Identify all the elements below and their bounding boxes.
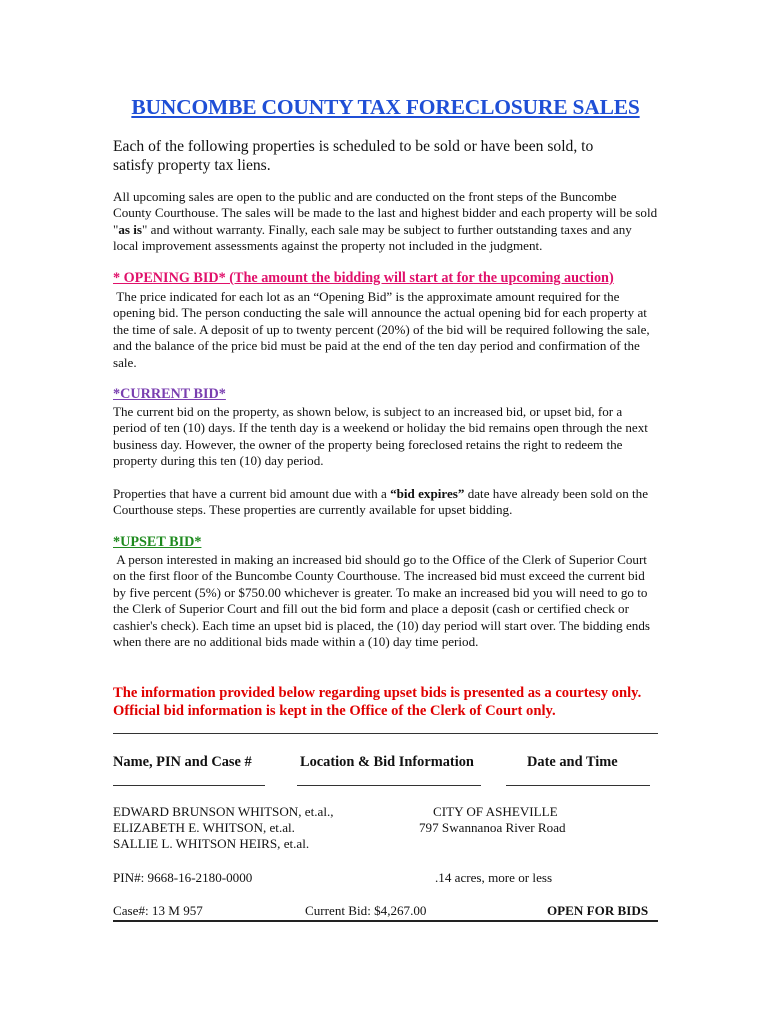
- current-bid-paragraph: The current bid on the property, as shown below, is subject to an increased bid, or upset bid, for a period of ten (10) days. If the tenth day is a weekend or holiday the bid remains open through the next business day. However, the owner of the property being foreclosed retains the right to redeem the property during this ten (10) day period.: [113, 404, 648, 469]
- opening-bid-heading: * OPENING BID* (The amount the bidding will start at for the upcoming auction): [113, 270, 614, 286]
- bid-expires-text-lead: Properties that have a current bid amount due with a: [113, 486, 391, 501]
- owner-line: SALLIE L. WHITSON HEIRS, et.al.: [113, 836, 310, 851]
- column-underline-location: [297, 785, 481, 786]
- property-current-bid: Current Bid: $4,267.00: [305, 903, 427, 918]
- property-pin: PIN#: 9668-16-2180-0000: [113, 870, 253, 885]
- column-header-date: Date and Time: [527, 754, 618, 770]
- property-address: 797 Swannanoa River Road: [419, 820, 566, 835]
- divider-line: [113, 733, 658, 734]
- bid-expires-text-tail: date have already been sold on the Courthouse steps. These properties are currently available for upset bidding.: [113, 486, 649, 518]
- property-city: CITY OF ASHEVILLE: [433, 804, 558, 819]
- property-case: Case#: 13 M 957: [113, 903, 203, 918]
- opening-bid-paragraph: The price indicated for each lot as an “Opening Bid” is the approximate amount required for the opening bid. The person conducting the sale will announce the actual opening bid for each property at the time of sale. A deposit of up to twenty percent (20%) of the bid will be required following the sale, and the balance of the price bid must be paid at the end of the ten day period and confirmation of the sale.: [113, 289, 653, 370]
- property-acreage: .14 acres, more or less: [435, 870, 553, 885]
- column-underline-name: [113, 785, 265, 786]
- bottom-rule: [113, 920, 658, 922]
- owner-line: EDWARD BRUNSON WHITSON, et.al.,: [113, 804, 334, 819]
- upset-bid-paragraph: A person interested in making an increased bid should go to the Office of the Clerk of Superior Court on the first floor of the Buncombe County Courthouse. The increased bid must exceed the current bid by five percent (5%) or $750.00 whichever is greater. To make an increased bid you will need to go to the Clerk of Superior Court and fill out the bid form and place a deposit (cash or certified check or cashier's check). Each time an upset bid is placed, the (10) day period will start over. The bidding ends when there are no additional bids made within a (10) day time period.: [113, 552, 654, 650]
- sales-paragraph: [113, 189, 658, 255]
- bid-status: OPEN FOR BIDS: [547, 903, 649, 918]
- bid-expires-paragraph: [113, 486, 658, 519]
- courtesy-notice: The information provided below regarding upset bids is presented as a courtesy only. Official bid information is kept in the Office of the Clerk of Court only.: [113, 685, 642, 719]
- column-header-location: Location & Bid Information: [300, 754, 474, 770]
- column-header-name: Name, PIN and Case #: [113, 754, 252, 770]
- upset-bid-heading: *UPSET BID*: [113, 534, 202, 550]
- column-underline-date: [506, 785, 650, 786]
- intro-paragraph: Each of the following properties is scheduled to be sold or have been sold, to satisfy property tax liens.: [113, 138, 594, 174]
- sales-text-lead: All upcoming sales are open to the public and are conducted on the front steps of the Buncombe County Courthouse. The sales will be made to the last and highest bidder and each property will be sold ": [113, 189, 658, 237]
- page-title: BUNCOMBE COUNTY TAX FORECLOSURE SALES: [131, 95, 640, 119]
- bid-expires-emphasis: “bid expires”: [390, 486, 465, 501]
- current-bid-heading: *CURRENT BID*: [113, 386, 226, 402]
- sales-text-tail: " and without warranty. Finally, each sale may be subject to further outstanding taxes and any local improvement assessments against the property not included in the judgment.: [113, 221, 632, 254]
- as-is-emphasis: as is: [118, 221, 143, 237]
- owner-line: ELIZABETH E. WHITSON, et.al.: [113, 820, 295, 835]
